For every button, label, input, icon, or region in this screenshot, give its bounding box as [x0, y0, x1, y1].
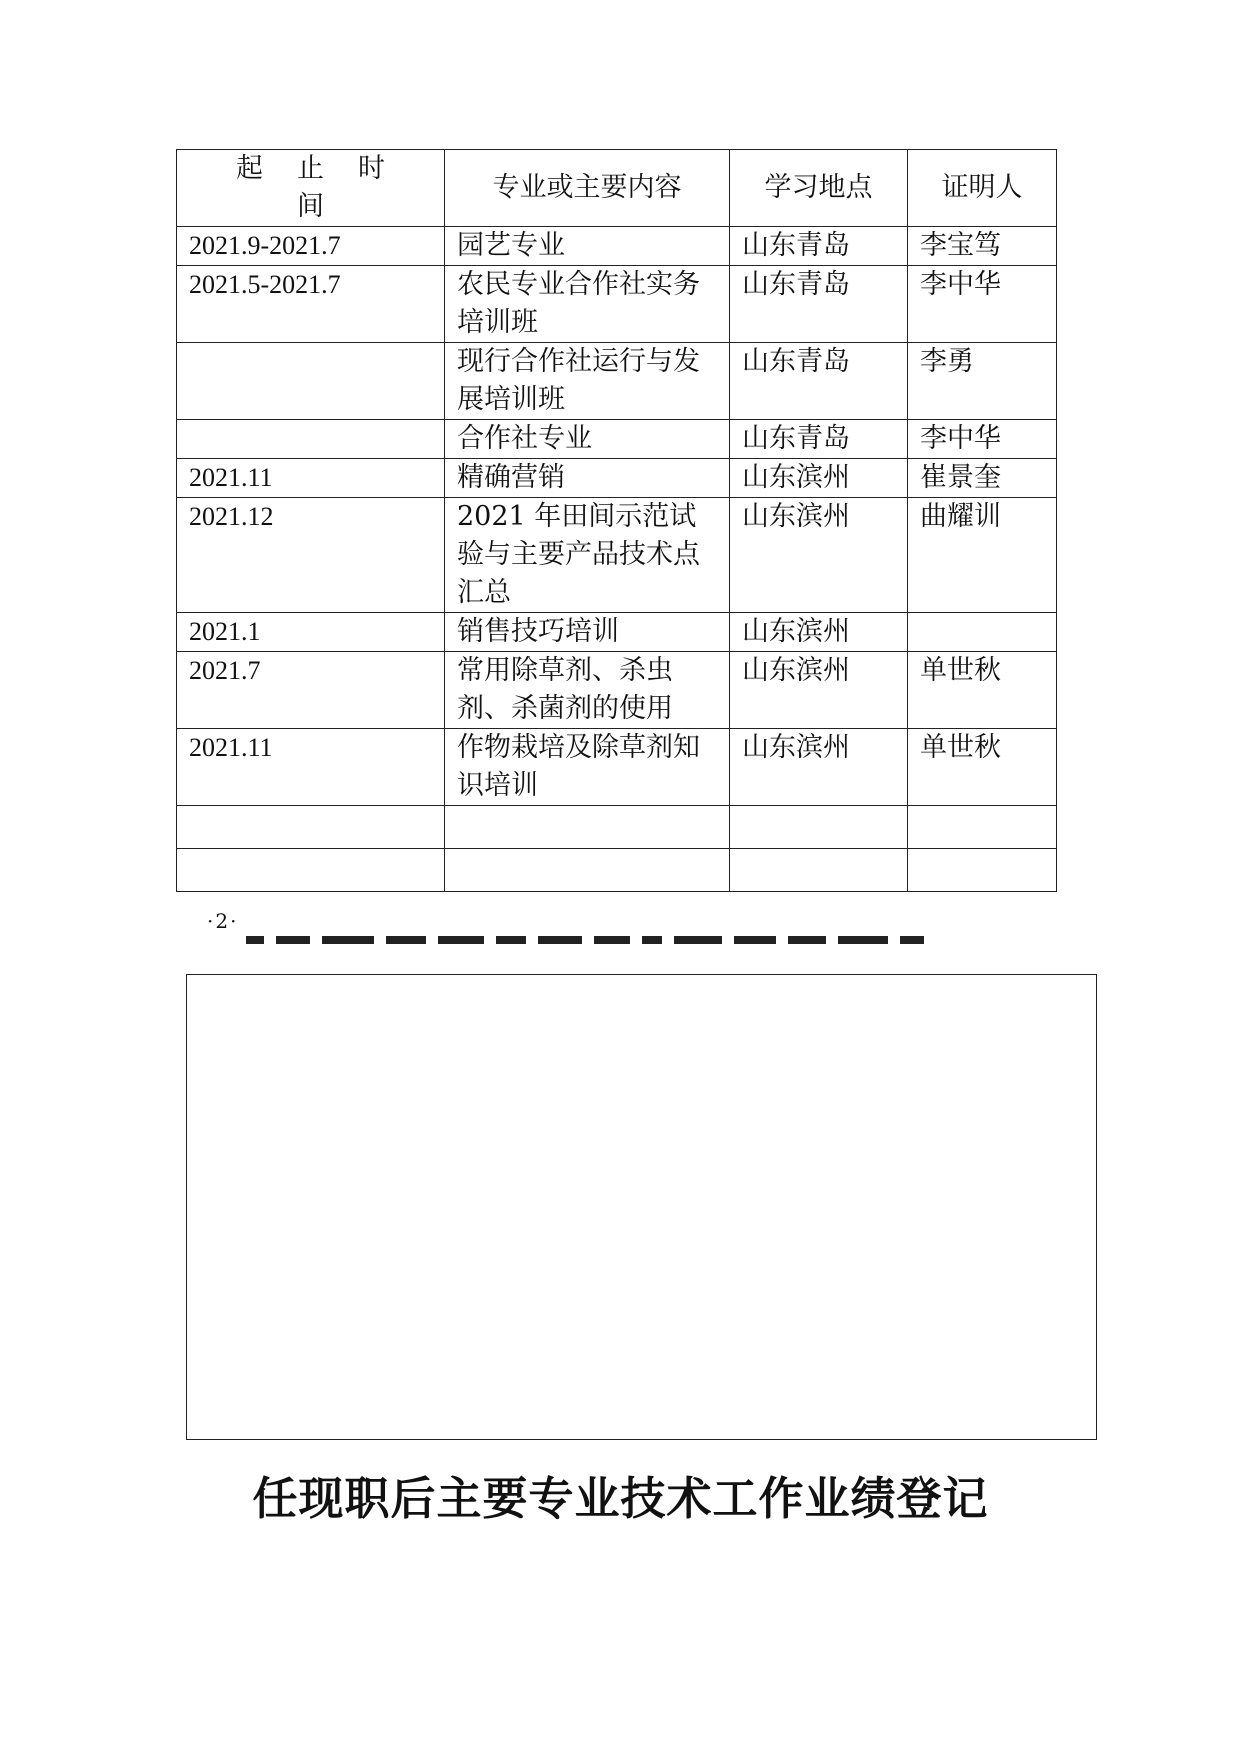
cell-location: 山东滨州: [730, 459, 908, 498]
cell-content: 销售技巧培训: [445, 613, 730, 652]
cell-location: 山东滨州: [730, 613, 908, 652]
cell-witness: 曲耀训: [908, 498, 1057, 613]
blank-content-box: [186, 974, 1097, 1440]
cell-time: 2021.12: [177, 498, 445, 613]
table-row: [177, 459, 1057, 498]
cell-location: 山东青岛: [730, 227, 908, 266]
empty-cell: [177, 849, 445, 892]
cell-time: [177, 420, 445, 459]
empty-cell: [177, 806, 445, 849]
cell-location: 山东青岛: [730, 266, 908, 343]
cell-witness: 单世秋: [908, 652, 1057, 729]
table-row: [177, 652, 1057, 729]
cell-witness: 单世秋: [908, 729, 1057, 806]
table-row: [177, 266, 1057, 343]
empty-cell: [730, 849, 908, 892]
empty-cell: [445, 849, 730, 892]
cell-content: 精确营销: [445, 459, 730, 498]
cell-time: 2021.7: [177, 652, 445, 729]
cell-content: 现行合作社运行与发展培训班: [445, 343, 730, 420]
table-row: [177, 227, 1057, 266]
empty-cell: [908, 806, 1057, 849]
cell-witness: 李宝笃: [908, 227, 1057, 266]
cell-content: 合作社专业: [445, 420, 730, 459]
cell-witness: 李勇: [908, 343, 1057, 420]
cell-location: 山东滨州: [730, 729, 908, 806]
header-time: 起止时间: [177, 150, 445, 227]
header-location: 学习地点: [730, 150, 908, 227]
table-row: [177, 613, 1057, 652]
cell-witness: [908, 613, 1057, 652]
study-record-table: [176, 149, 1057, 892]
empty-cell: [908, 849, 1057, 892]
empty-table-row: [177, 806, 1057, 849]
cell-content: 农民专业合作社实务培训班: [445, 266, 730, 343]
cell-witness: 李中华: [908, 420, 1057, 459]
cell-location: 山东青岛: [730, 420, 908, 459]
section-title: 任现职后主要专业技术工作业绩登记: [252, 1472, 989, 1525]
clipped-text-strip: [246, 936, 976, 944]
cell-time: 2021.9-2021.7: [177, 227, 445, 266]
cell-time: 2021.5-2021.7: [177, 266, 445, 343]
table-row: [177, 498, 1057, 613]
cell-content: 2021 年田间示范试验与主要产品技术点汇总: [445, 498, 730, 613]
cell-content: 常用除草剂、杀虫剂、杀菌剂的使用: [445, 652, 730, 729]
cell-time: 2021.11: [177, 729, 445, 806]
page-number: ·2·: [207, 909, 239, 933]
cell-location: 山东青岛: [730, 343, 908, 420]
header-content: 专业或主要内容: [445, 150, 730, 227]
cell-location: 山东滨州: [730, 652, 908, 729]
table-row: [177, 420, 1057, 459]
cell-time: 2021.11: [177, 459, 445, 498]
empty-cell: [445, 806, 730, 849]
cell-time: 2021.1: [177, 613, 445, 652]
cell-witness: 李中华: [908, 266, 1057, 343]
header-witness: 证明人: [908, 150, 1057, 227]
cell-content: 园艺专业: [445, 227, 730, 266]
cell-time: [177, 343, 445, 420]
cell-witness: 崔景奎: [908, 459, 1057, 498]
empty-cell: [730, 806, 908, 849]
table-row: [177, 343, 1057, 420]
table-row: [177, 729, 1057, 806]
empty-table-row: [177, 849, 1057, 892]
cell-content: 作物栽培及除草剂知识培训: [445, 729, 730, 806]
cell-location: 山东滨州: [730, 498, 908, 613]
table-header-row: [177, 150, 1057, 227]
